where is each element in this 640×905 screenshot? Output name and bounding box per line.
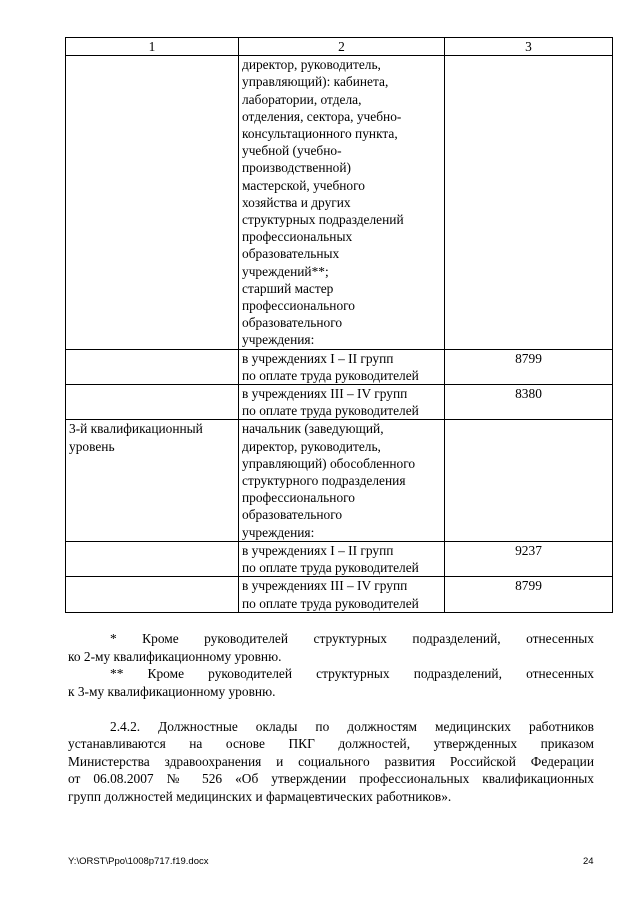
position-line: учреждения: <box>242 524 315 540</box>
paragraph-line: от 06.08.2007 № 526 «Об утверждении профессиональных квалификационных <box>68 771 594 786</box>
position-line: структурного подразделения <box>242 473 406 489</box>
salary-cell <box>445 56 613 349</box>
footnote-2-line-1: ** Кроме руководителей структурных подразделений, отнесенных <box>110 666 594 681</box>
footnote-1-line-1: * Кроме руководителей структурных подразделений, отнесенных <box>110 631 594 646</box>
position-line: по оплате труда руководителей <box>242 560 419 576</box>
position-line: управляющий) обособленного <box>242 455 416 471</box>
position-line: в учреждениях I – II групп <box>242 350 394 366</box>
position-line: мастерской, учебного <box>242 177 365 193</box>
position-line: начальник (заведующий, <box>242 421 384 437</box>
position-line: профессионального <box>242 298 355 314</box>
position-cell <box>239 577 445 612</box>
position-line: директор, руководитель, <box>242 438 381 454</box>
position-line: по оплате труда руководителей <box>242 595 419 611</box>
qualification-level-cell <box>66 349 239 384</box>
qualification-level-cell <box>66 56 239 349</box>
table-row <box>66 420 613 541</box>
paragraph-line: Министерства здравоохранения и социального развития Российской Федерации <box>68 754 594 769</box>
paragraph-line: групп должностей медицинских и фармацевтических работников». <box>68 789 452 804</box>
position-line: учреждения: <box>242 332 315 348</box>
paragraph-line: устанавливаются на основе ПКГ должностей, утвержденных приказом <box>68 736 594 751</box>
position-line: отделения, сектора, учебно- <box>242 108 402 124</box>
salary-table <box>65 37 613 613</box>
position-line: производственной) <box>242 160 352 176</box>
salary-cell <box>445 420 613 541</box>
position-cell <box>239 541 445 576</box>
table-row <box>66 56 613 349</box>
qualification-level-cell <box>66 420 239 541</box>
qualification-level-cell <box>66 541 239 576</box>
salary-cell: 9237 <box>445 541 613 576</box>
position-line: консультационного пункта, <box>242 126 398 142</box>
position-line: профессионального <box>242 490 355 506</box>
position-line: в учреждениях III – IV групп <box>242 386 408 402</box>
table-row <box>66 541 613 576</box>
position-line: образовательных <box>242 246 340 262</box>
position-line: в учреждениях I – II групп <box>242 542 394 558</box>
position-line: старший мастер <box>242 280 334 296</box>
salary-cell: 8380 <box>445 385 613 420</box>
position-line: управляющий): кабинета, <box>242 74 389 90</box>
position-line: директор, руководитель, <box>242 57 381 73</box>
table-row <box>66 349 613 384</box>
qualification-level-cell <box>66 577 239 612</box>
header-col-1: 1 <box>66 38 239 56</box>
table-header-row <box>66 38 613 56</box>
header-col-3: 3 <box>445 38 613 56</box>
position-cell <box>239 420 445 541</box>
position-line: лаборатории, отдела, <box>242 91 362 107</box>
position-line: образовательного <box>242 507 343 523</box>
page-number: 24 <box>583 856 594 867</box>
position-line: по оплате труда руководителей <box>242 367 419 383</box>
position-line: профессиональных <box>242 229 353 245</box>
position-line: хозяйства и других <box>242 194 351 210</box>
footer-file-path: Y:\ORST\Ppo\1008p717.f19.docx <box>68 856 209 867</box>
position-cell <box>239 385 445 420</box>
table-row <box>66 577 613 612</box>
header-col-2: 2 <box>239 38 445 56</box>
qualification-level-cell <box>66 385 239 420</box>
position-cell <box>239 56 445 349</box>
position-line: учебной (учебно- <box>242 143 342 159</box>
salary-cell: 8799 <box>445 349 613 384</box>
footnote-2-line-2: к 3-му квалификационному уровню. <box>68 684 276 699</box>
position-cell <box>239 349 445 384</box>
salary-cell: 8799 <box>445 577 613 612</box>
qualification-level-line: 3-й квалификационный <box>69 421 203 437</box>
position-line: образовательного <box>242 315 343 331</box>
position-line: в учреждениях III – IV групп <box>242 578 408 594</box>
position-line: структурных подразделений <box>242 212 404 228</box>
footnote-1-line-2: ко 2-му квалификационному уровню. <box>68 649 282 664</box>
position-line: по оплате труда руководителей <box>242 403 419 419</box>
qualification-level-line: уровень <box>69 438 115 454</box>
paragraph-line: 2.4.2. Должностные оклады по должностям медицинских работников <box>110 719 594 734</box>
position-line: учреждений**; <box>242 263 329 279</box>
table-row <box>66 385 613 420</box>
